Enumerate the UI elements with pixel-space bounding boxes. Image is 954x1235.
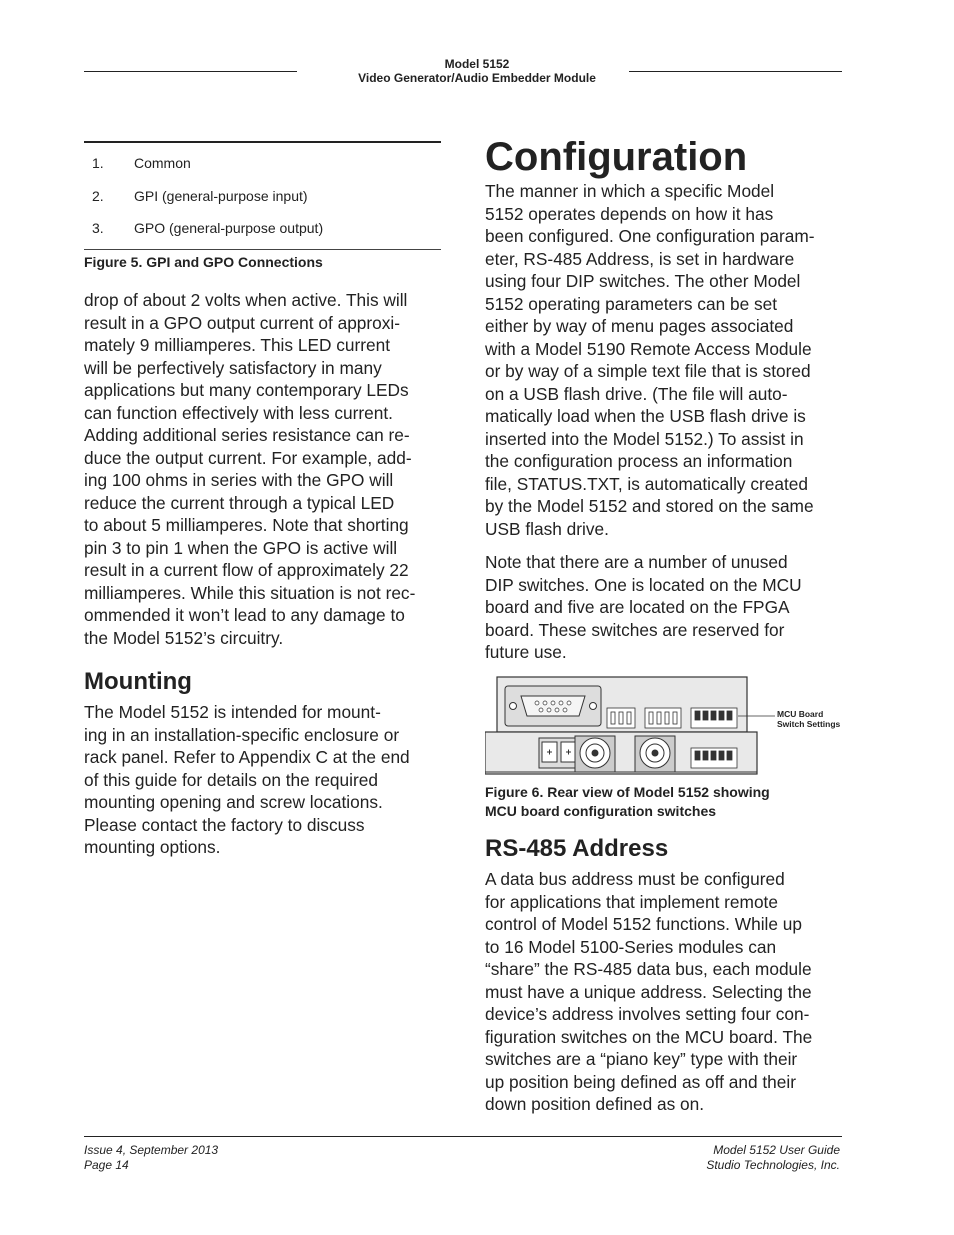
- text-line: will be perfectively satisfactory in many: [84, 357, 382, 378]
- text-line: for applications that implement remote: [485, 891, 778, 912]
- bnc-connector-2-icon: [635, 736, 675, 772]
- text-line: pin 3 to pin 1 when the GPO is active will: [84, 537, 398, 558]
- text-line: applications but many contemporary LEDs: [84, 380, 409, 400]
- text-line: been configured. One configuration param-: [485, 226, 815, 246]
- text-line: the Model 5152’s circuitry.: [84, 627, 284, 648]
- text-line: the configuration process an information: [485, 451, 793, 471]
- text-line: drop of about 2 volts when active. This will: [84, 290, 408, 310]
- text-line: to about 5 milliamperes. Note that shorting: [84, 515, 409, 535]
- text-line: mounting options.: [84, 837, 221, 857]
- footer-guide-title: Model 5152 User Guide: [713, 1143, 840, 1157]
- text-line: of this guide for details on the required: [84, 769, 378, 790]
- footer-page-number: Page 14: [84, 1158, 129, 1172]
- callout-line-1: MCU Board: [777, 709, 824, 719]
- header-rule-right: [629, 71, 842, 72]
- text-line: board. These switches are reserved for: [485, 619, 785, 640]
- switch-block-b: [645, 708, 681, 728]
- text-line: can function effectively with less current.: [84, 402, 393, 423]
- text-line: with a Model 5190 Remote Access Module: [485, 338, 812, 359]
- text-line: result in a current flow of approximately 22: [84, 560, 409, 580]
- config-text: [485, 180, 845, 540]
- fpga-dip-switch-icon: [691, 748, 737, 768]
- text-line: mately 9 milliamperes. This LED current: [84, 335, 391, 355]
- figure6-caption-line-2: MCU board configuration switches: [485, 803, 717, 819]
- left-body-text: [84, 289, 444, 649]
- left-paragraph-2: [84, 701, 444, 859]
- text-line: 5152 operates depends on how it has: [485, 203, 774, 224]
- text-line: switches are a “piano key” type with their: [485, 1049, 798, 1069]
- header-model: Model 5152: [444, 57, 510, 71]
- text-line: down position defined as on.: [485, 1094, 705, 1114]
- text-line: duce the output current. For example, add-: [84, 447, 412, 468]
- screw-left-icon: [510, 703, 517, 710]
- dip-note-text: [485, 551, 845, 664]
- figure5-table: [84, 141, 441, 250]
- footer-rule: [84, 1136, 842, 1137]
- figure5-item: 1. Common: [92, 155, 191, 172]
- text-line: file, STATUS.TXT, is automatically created: [485, 473, 809, 494]
- text-line: matically load when the USB flash drive is: [485, 406, 806, 426]
- bnc-connector-1-icon: [575, 736, 615, 772]
- screw-right-icon: [590, 703, 597, 710]
- left-paragraph-1: [84, 289, 444, 649]
- figure6-caption-line-1: Figure 6. Rear view of Model 5152 showing: [485, 784, 770, 800]
- text-line: future use.: [485, 642, 567, 662]
- text-line: ing in an installation-specific enclosure or: [84, 724, 400, 745]
- text-line: must have a unique address. Selecting the: [485, 981, 812, 1002]
- callout-line-2: Switch Settings: [777, 719, 841, 729]
- terminal-block-icon: [539, 738, 579, 768]
- figure5-caption: Figure 5. GPI and GPO Connections: [84, 254, 323, 270]
- text-line: USB flash drive.: [485, 518, 609, 539]
- text-line: mounting opening and screw locations.: [84, 792, 383, 812]
- rs485-heading: RS-485 Address: [485, 835, 669, 862]
- text-line: result in a GPO output current of approxi-: [84, 312, 401, 333]
- right-paragraph-2: [485, 551, 845, 664]
- mounting-heading: Mounting: [84, 668, 192, 695]
- text-line: control of Model 5152 functions. While up: [485, 914, 803, 934]
- text-line: or by way of a simple text file that is stored: [485, 361, 811, 381]
- figure6-callout: [777, 709, 840, 729]
- switch-block-a: [607, 708, 635, 728]
- text-line: using four DIP switches. The other Model: [485, 271, 801, 291]
- text-line: 5152 operating parameters can be set: [485, 293, 778, 314]
- text-line: by the Model 5152 and stored on the same: [485, 496, 814, 516]
- rs485-text: [485, 868, 845, 1116]
- page-title: Configuration: [485, 135, 748, 179]
- text-line: reduce the current through a typical LED: [84, 492, 395, 513]
- db9-connector-icon: [521, 696, 585, 716]
- text-line: A data bus address must be configured: [485, 869, 785, 889]
- text-line: DIP switches. One is located on the MCU: [485, 574, 802, 595]
- footer-left: [84, 1143, 218, 1173]
- text-line: inserted into the Model 5152.) To assist in: [485, 428, 804, 449]
- footer-company: Studio Technologies, Inc.: [706, 1158, 840, 1172]
- text-line: figuration switches on the MCU board. The: [485, 1026, 813, 1047]
- footer-issue: Issue 4, September 2013: [84, 1143, 219, 1157]
- footer-right: [706, 1143, 840, 1173]
- text-line: The Model 5152 is intended for mount-: [84, 702, 381, 722]
- text-line: to 16 Model 5100-Series modules can: [485, 936, 777, 957]
- text-line: on a USB flash drive. (The file will auto-: [485, 383, 788, 404]
- figure5-item: 3. GPO (general-purpose output): [92, 220, 324, 237]
- text-line: either by way of menu pages associated: [485, 316, 794, 336]
- text-line: Note that there are a number of unused: [485, 552, 788, 572]
- right-paragraph-1: [485, 180, 845, 540]
- text-line: milliamperes. While this situation is not rec-: [84, 582, 416, 603]
- text-line: eter, RS-485 Address, is set in hardware: [485, 248, 795, 269]
- header-subtitle: Video Generator/Audio Embedder Module: [358, 71, 596, 85]
- text-line: The manner in which a specific Model: [485, 181, 775, 201]
- text-line: ing 100 ohms in series with the GPO will: [84, 470, 394, 490]
- text-line: rack panel. Refer to Appendix C at the end: [84, 747, 410, 767]
- text-line: device’s address involves setting four con-: [485, 1004, 810, 1024]
- figure6-illustration: [485, 676, 845, 776]
- header-rule-left: [84, 71, 297, 72]
- right-paragraph-3: [485, 868, 845, 1116]
- figure6-caption: [485, 783, 770, 821]
- figure5-item: 2. GPI (general-purpose input): [92, 187, 308, 204]
- text-line: ommended it won’t lead to any damage to: [84, 605, 405, 625]
- text-line: board and five are located on the FPGA: [485, 597, 790, 617]
- mcu-dip-switch-icon: [691, 708, 737, 728]
- text-line: Please contact the factory to discuss: [84, 814, 365, 835]
- text-line: “share” the RS-485 data bus, each module: [485, 959, 812, 979]
- mounting-text: [84, 701, 444, 859]
- text-line: up position being defined as off and their: [485, 1071, 796, 1092]
- text-line: Adding additional series resistance can re-: [84, 425, 410, 445]
